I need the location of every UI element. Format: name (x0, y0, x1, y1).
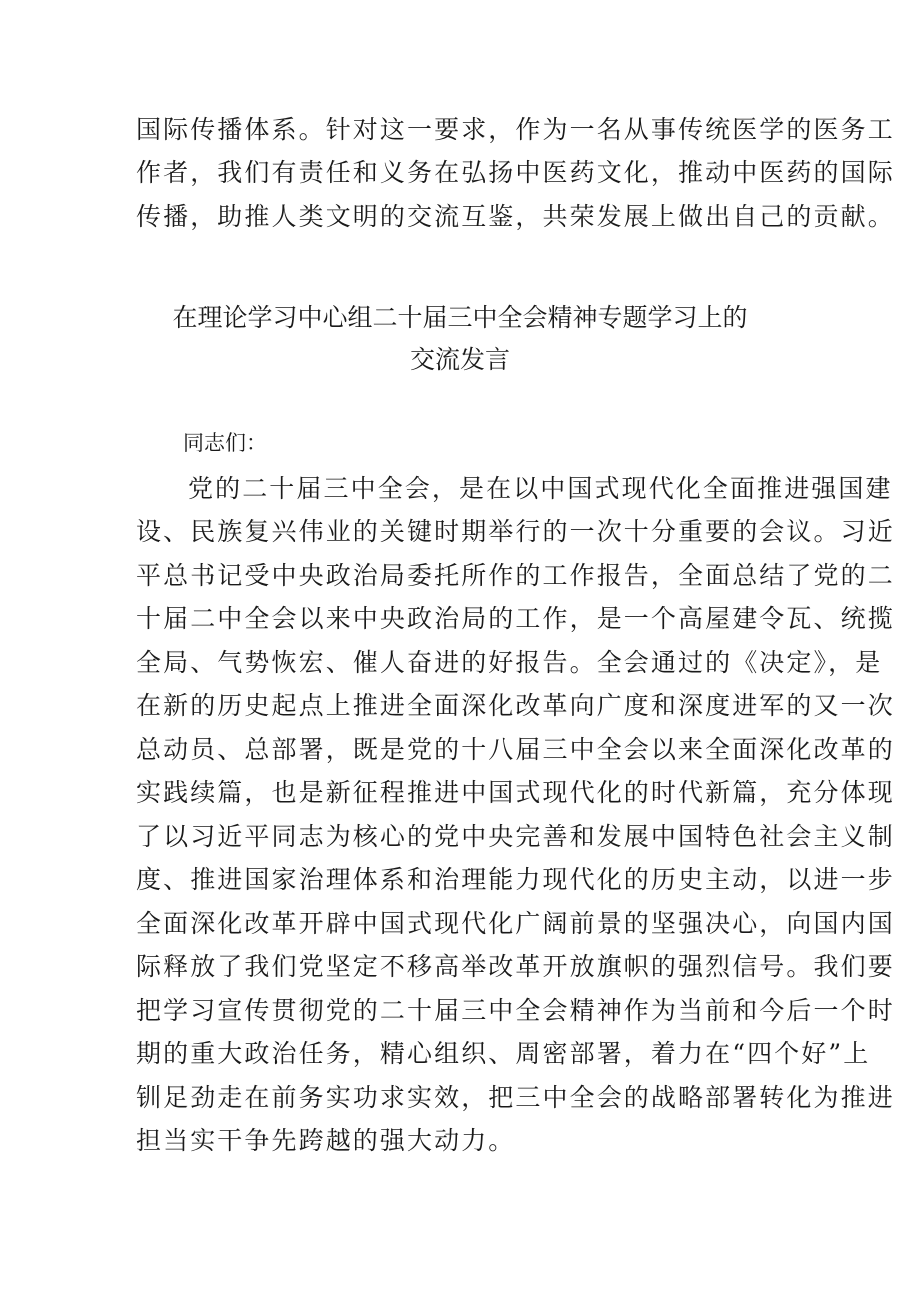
body-line-13: 把学习宣传贯彻党的二十届三中全会精神作为当前和今后一个时 (136, 996, 895, 1025)
body-line-8: 实践续篇，也是新征程推进中国式现代化的时代新篇，充分体现 (136, 778, 895, 807)
body-line-14: 期的重大政治任务，精心组织、周密部署，着力在“四个好”上 (136, 1039, 871, 1068)
carryover-line-1: 国际传播体系。针对这一要求，作为一名从事传统医学的医务工 (136, 115, 895, 144)
body-line-7: 总动员、总部署，既是党的十八届三中全会以来全面深化改革的 (136, 735, 895, 764)
body-line-10: 度、推进国家治理体系和治理能力现代化的历史主动，以进一步 (136, 865, 895, 894)
body-line-15: 钏足劲走在前务实功求实效，把三中全会的战略部署转化为推进 (136, 1083, 895, 1112)
speech-title-line-1: 在理论学习中心组二十届三中全会精神专题学习上的 (172, 303, 748, 332)
body-line-2: 设、民族复兴伟业的关键时期举行的一次十分重要的会议。习近 (136, 517, 895, 546)
body-line-3: 平总书记受中央政治局委托所作的工作报告，全面总结了党的二 (136, 561, 895, 590)
greeting: 同志们： (183, 431, 267, 455)
body-line-9: 了以习近平同志为核心的党中央完善和发展中国特色社会主义制 (136, 822, 895, 851)
body-line-11: 全面深化改革开辟中国式现代化广阔前景的坚强决心，向国内国 (136, 909, 895, 938)
body-line-1: 党的二十届三中全会，是在以中国式现代化全面推进强国建 (188, 474, 893, 503)
body-line-16: 担当实干争先跨越的强大动力。 (136, 1126, 516, 1155)
body-line-5: 全局、气势恢宏、催人奋进的好报告。全会通过的《决定》，是 (136, 648, 883, 677)
carryover-line-3: 传播，助推人类文明的交流互鉴，共荣发展上做出自己的贡献。 (136, 202, 895, 231)
speech-title-line-2: 交流发言 (409, 345, 510, 374)
body-line-6: 在新的历史起点上推进全面深化改革向广度和深度进军的又一次 (136, 691, 895, 720)
carryover-line-2: 作者，我们有责任和义务在弘扬中医药文化，推动中医药的国际 (136, 158, 895, 187)
body-line-12: 际释放了我们党坚定不移高举改革开放旗帜的强烈信号。我们要 (136, 952, 895, 981)
body-line-4: 十届二中全会以来中央政治局的工作，是一个高屋建令瓦、统揽 (136, 604, 895, 633)
